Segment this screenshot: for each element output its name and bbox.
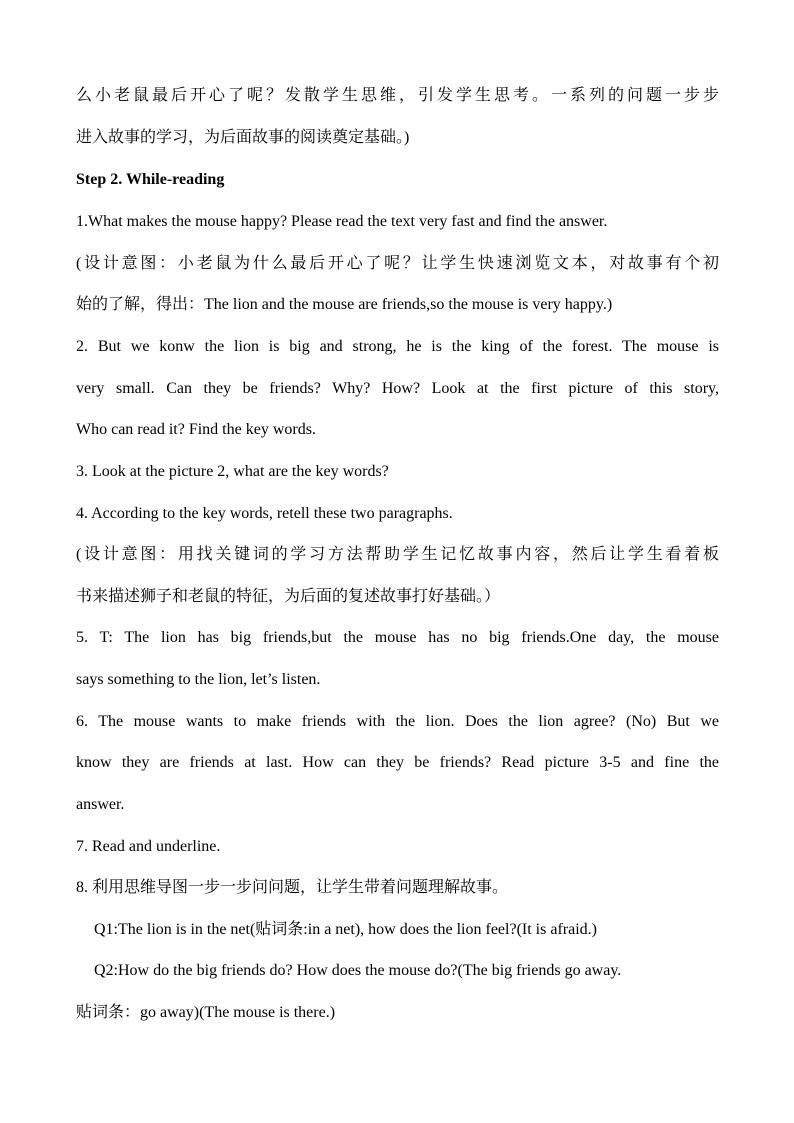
question-q1: Q1:The lion is in the net(贴词条:in a net), how does the lion feel?(It is afraid.) bbox=[94, 921, 597, 938]
section-heading-step2: Step 2. While-reading bbox=[76, 171, 225, 188]
item-2-line-2: very small. Can they be friends? Why? How? Look at the first picture of this story, bbox=[76, 380, 719, 397]
design-note-1-line-1: (设计意图：小老鼠为什么最后开心了呢？让学生快速浏览文本，对故事有个初 bbox=[76, 255, 719, 272]
item-6-line-1: 6. The mouse wants to make friends with the lion. Does the lion agree? (No) But we bbox=[76, 713, 719, 730]
item-7: 7. Read and underline. bbox=[76, 838, 221, 855]
item-4: 4. According to the key words, retell these two paragraphs. bbox=[76, 505, 453, 522]
item-6-line-3: answer. bbox=[76, 796, 125, 813]
question-q2-line-1: Q2:How do the big friends do? How does the mouse do?(The big friends go away. bbox=[94, 962, 622, 979]
item-1-question: 1.What makes the mouse happy? Please read the text very fast and find the answer. bbox=[76, 213, 608, 230]
design-note-2-line-1: (设计意图：用找关键词的学习方法帮助学生记忆故事内容，然后让学生看着板 bbox=[76, 546, 719, 563]
paragraph-line-1: 么小老鼠最后开心了呢？发散学生思维，引发学生思考。一系列的问题一步步 bbox=[76, 87, 719, 104]
design-note-2-line-2: 书来描述狮子和老鼠的特征，为后面的复述故事打好基础。） bbox=[76, 588, 501, 605]
item-5-line-1: 5. T: The lion has big friends,but the mouse has no big friends.One day, the mouse bbox=[76, 629, 719, 646]
item-8: 8. 利用思维导图一步一步问问题，让学生带着问题理解故事。 bbox=[76, 879, 509, 896]
paragraph-line-2: 进入故事的学习，为后面故事的阅读奠定基础。) bbox=[76, 129, 410, 146]
item-6-line-2: know they are friends at last. How can they be friends? Read picture 3-5 and fine the bbox=[76, 754, 719, 771]
item-2-line-3: Who can read it? Find the key words. bbox=[76, 421, 316, 438]
design-note-1-line-2: 始的了解，得出：The lion and the mouse are friends,so the mouse is very happy.) bbox=[76, 296, 613, 313]
item-3: 3. Look at the picture 2, what are the key words? bbox=[76, 463, 389, 480]
item-2-line-1: 2. But we konw the lion is big and strong, he is the king of the forest. The mouse is bbox=[76, 338, 719, 355]
item-5-line-2: says something to the lion, let’s listen. bbox=[76, 671, 321, 688]
question-q2-line-2: 贴词条：go away)(The mouse is there.) bbox=[76, 1004, 336, 1021]
